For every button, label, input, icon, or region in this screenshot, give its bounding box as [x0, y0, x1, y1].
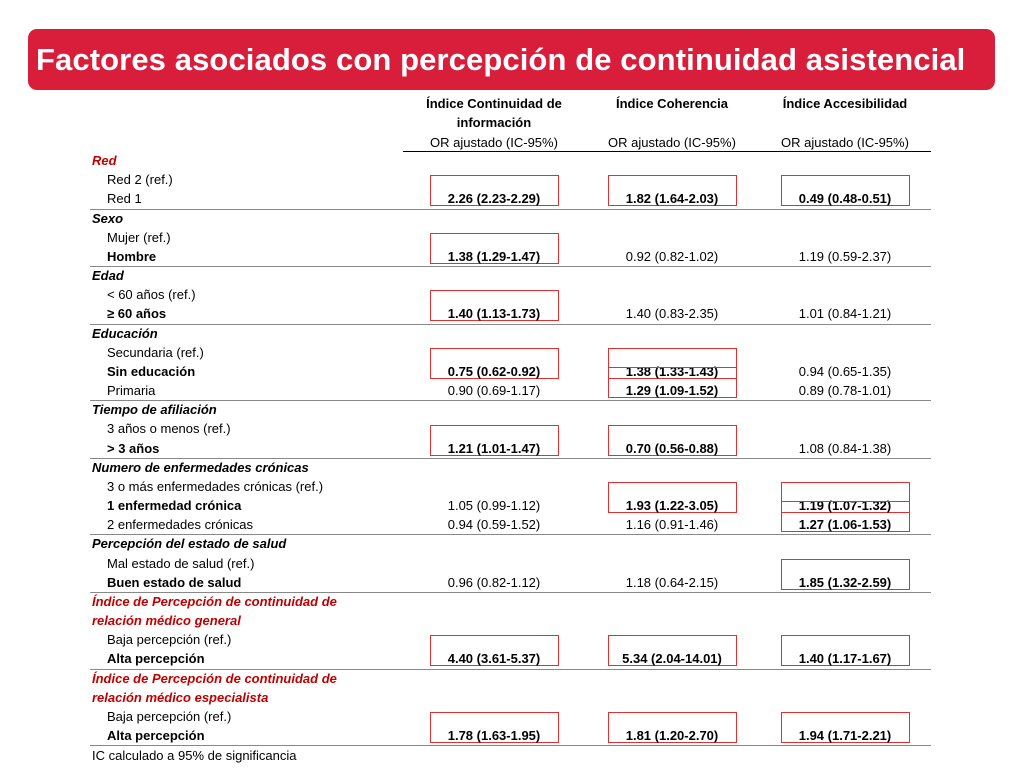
category-row [0, 534, 1024, 553]
category-row [0, 688, 1024, 707]
level-label: Primaria [107, 383, 156, 399]
footnote: IC calculado a 95% de significancia [92, 748, 297, 763]
column-header-coherencia: Índice Coherencia [616, 96, 728, 111]
or-value-cell: 1.85 (1.32-2.59) [798, 574, 892, 590]
table-row [0, 381, 1024, 400]
or-value-cell: 2.26 (2.23-2.29) [447, 191, 541, 207]
category-label: Educación [92, 325, 158, 341]
or-value-cell: 1.38 (1.33-1.43) [625, 363, 719, 379]
or-value-cell: 1.78 (1.63-1.95) [447, 728, 541, 744]
or-value-cell: 1.19 (0.59-2.37) [798, 248, 892, 264]
or-value-cell: 1.94 (1.71-2.21) [798, 728, 892, 744]
or-value-cell: 4.40 (3.61-5.37) [447, 651, 541, 667]
category-label: relación médico especialista [92, 689, 269, 705]
column-header-accesibilidad: Índice Accesibilidad [782, 96, 908, 111]
category-row [0, 266, 1024, 285]
or-value-cell: 1.93 (1.22-3.05) [625, 498, 719, 514]
or-value-cell: 1.40 (1.13-1.73) [447, 306, 541, 322]
or-value-cell: 1.29 (1.09-1.52) [625, 383, 719, 399]
or-value-cell: 0.92 (0.82-1.02) [625, 248, 719, 264]
level-label: ≥ 60 años [107, 306, 167, 322]
table-row [0, 515, 1024, 534]
level-label: < 60 años (ref.) [107, 287, 196, 303]
column-subheader-continuidad: OR ajustado (IC-95%) [430, 135, 558, 150]
or-value-cell: 1.38 (1.29-1.47) [447, 248, 541, 264]
or-value-cell: 0.96 (0.82-1.12) [447, 574, 541, 590]
category-label: Tiempo de afiliación [92, 402, 217, 418]
column-subheader-accesibilidad: OR ajustado (IC-95%) [781, 135, 909, 150]
title-banner [28, 29, 995, 90]
level-label: 1 enfermedad crónica [107, 498, 242, 514]
category-row [0, 611, 1024, 630]
or-value-cell: 1.05 (0.99-1.12) [447, 498, 541, 514]
table-row [0, 304, 1024, 323]
or-value-cell: 5.34 (2.04-14.01) [622, 651, 722, 667]
or-value-cell: 0.94 (0.65-1.35) [798, 363, 892, 379]
or-value-cell: 1.81 (1.20-2.70) [625, 728, 719, 744]
level-label: Hombre [107, 248, 157, 264]
level-label: Red 1 [107, 191, 142, 207]
level-label: Mujer (ref.) [107, 229, 171, 245]
category-label: Percepción del estado de salud [92, 536, 287, 552]
or-value-cell: 1.21 (1.01-1.47) [447, 440, 541, 456]
table-row [0, 726, 1024, 745]
or-value-cell: 1.01 (0.84-1.21) [798, 306, 892, 322]
column-subheader-coherencia: OR ajustado (IC-95%) [608, 135, 736, 150]
table-row [0, 649, 1024, 668]
category-row [0, 669, 1024, 688]
category-label: Índice de Percepción de continuidad de [92, 593, 337, 609]
table-row [0, 247, 1024, 266]
table-row [0, 189, 1024, 208]
slide-title: Factores asociados con percepción de continuidad asistencial [36, 42, 966, 77]
level-label: Baja percepción (ref.) [107, 632, 232, 648]
category-label: relación médico general [92, 613, 241, 629]
or-value-cell: 1.40 (0.83-2.35) [625, 306, 719, 322]
level-label: Sin educación [107, 363, 196, 379]
column-header-continuidad: Índice Continuidad de información [426, 96, 562, 130]
or-value-cell: 1.27 (1.06-1.53) [798, 517, 892, 533]
category-row [0, 458, 1024, 477]
or-value-cell: 1.82 (1.64-2.03) [625, 191, 719, 207]
or-value-cell: 0.49 (0.48-0.51) [798, 191, 892, 207]
table-row [0, 573, 1024, 592]
level-label: 3 años o menos (ref.) [107, 421, 231, 437]
category-row [0, 324, 1024, 343]
level-label: Baja percepción (ref.) [107, 708, 232, 724]
category-row [0, 592, 1024, 611]
level-label: Red 2 (ref.) [107, 172, 173, 188]
category-label: Red [92, 153, 117, 168]
level-label: Buen estado de salud [107, 574, 242, 590]
level-label: Alta percepción [107, 651, 205, 667]
or-value-cell: 1.08 (0.84-1.38) [798, 440, 892, 456]
or-value-cell: 1.19 (1.07-1.32) [798, 498, 892, 514]
category-label: Índice de Percepción de continuidad de [92, 670, 337, 686]
category-row [0, 400, 1024, 419]
or-value-cell: 0.75 (0.62-0.92) [447, 363, 541, 379]
level-label: 2 enfermedades crónicas [107, 517, 253, 533]
or-value-cell: 0.70 (0.56-0.88) [625, 440, 719, 456]
category-row [0, 151, 1024, 170]
category-label: Numero de enfermedades crónicas [92, 459, 309, 475]
or-value-cell: 1.16 (0.91-1.46) [625, 517, 719, 533]
category-label: Sexo [92, 210, 124, 226]
or-value-cell: 1.18 (0.64-2.15) [625, 574, 719, 590]
or-value-cell: 0.94 (0.59-1.52) [447, 517, 541, 533]
or-value-cell: 1.40 (1.17-1.67) [798, 651, 892, 667]
level-label: > 3 años [107, 440, 160, 456]
category-row [0, 209, 1024, 228]
level-label: Secundaria (ref.) [107, 344, 204, 360]
level-label: Mal estado de salud (ref.) [107, 555, 255, 571]
category-label: Edad [92, 268, 124, 284]
or-value-cell: 0.89 (0.78-1.01) [798, 383, 892, 399]
level-label: Alta percepción [107, 728, 205, 744]
level-label: 3 o más enfermedades crónicas (ref.) [107, 478, 324, 494]
table-row [0, 439, 1024, 458]
or-value-cell: 0.90 (0.69-1.17) [447, 383, 541, 399]
table-row [0, 362, 1024, 381]
